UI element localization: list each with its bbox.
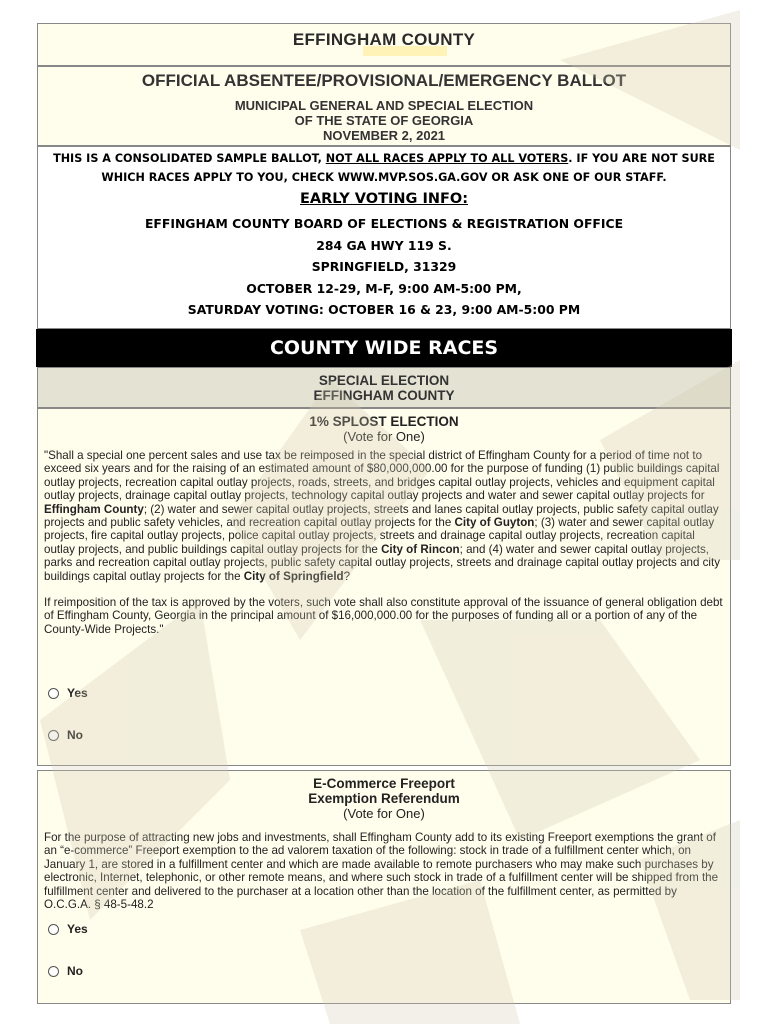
splost-option-no[interactable]: No [48, 728, 83, 742]
early-voting-title: EARLY VOTING INFO: [299, 191, 469, 207]
election-state: OF THE STATE OF GEORGIA [294, 113, 474, 128]
ecommerce-vote-for: (Vote for One) [343, 806, 425, 821]
notice-underlined: NOT ALL RACES APPLY TO ALL VOTERS [325, 152, 569, 165]
section-banner: COUNTY WIDE RACES [36, 329, 732, 367]
early-voting-info [37, 146, 731, 329]
special-election-line2: EFFINGHAM COUNTY [313, 388, 455, 403]
ecommerce-question: For the purpose of attracting new jobs and investments, shall Effingham County add to its existing Freeport exemptions the grant of an “e-commerce” Freeport exemption to the ad valorem taxation of the following: stock in trade of a fulfillment center which, on January 1, are stored in a fulfillment center and which are made available to remote purchasers who may make such purchases by electronic, Internet, telephonic, or other remote means, and where such stock in trade of a fulfillment center will be shipped from the fulfillment center and delivered to the purchaser at a location other than the location of the fulfillment center, as permitted by O.C.G.A. § 48-5-48.2 [44, 831, 719, 912]
ballot-title: OFFICIAL ABSENTEE/PROVISIONAL/EMERGENCY BALLOT [141, 71, 627, 90]
notice-text: THIS IS A CONSOLIDATED SAMPLE BALLOT, [53, 152, 326, 165]
sample-ballot-notice [44, 149, 724, 187]
radio-yes[interactable] [48, 924, 59, 935]
county-header [37, 23, 731, 66]
ecommerce-title-2: Exemption Referendum [308, 791, 460, 806]
radio-no[interactable] [48, 966, 59, 977]
ecommerce-option-yes[interactable]: Yes [48, 922, 88, 936]
special-election-header [37, 367, 731, 408]
notice-text-2: . IF YOU ARE NOT SURE WHICH RACES APPLY TO YOU, CHECK WWW.MVP.SOS.GA.GOV OR ASK ONE OF OUR STAFF. [101, 152, 715, 184]
splost-option-yes[interactable]: Yes [48, 686, 88, 700]
splost-title: 1% SPLOST ELECTION [309, 414, 459, 429]
weekday-hours: OCTOBER 12-29, M-F, 9:00 AM-5:00 PM, [246, 280, 522, 296]
splost-debt-text: If reimposition of the tax is approved by the voters, such vote shall also constitute approval of the issuance of general obligation debt of Effingham County, Georgia in the principal amount of $16,000,000.00 for the purposes of funding all or a portion of any of the County-Wide Projects." [44, 596, 723, 636]
radio-no[interactable] [48, 730, 59, 741]
ecommerce-option-no[interactable]: No [48, 964, 83, 978]
office-name: EFFINGHAM COUNTY BOARD OF ELECTIONS & REGISTRATION OFFICE [144, 216, 624, 231]
office-city: SPRINGFIELD, 31329 [311, 259, 457, 274]
splost-question: "Shall a special one percent sales and use tax be reimposed in the special district of Effingham County for a period of time not to exceed six years and for the raising of an estimated amount of $80,000,000.00 for the purpose of funding (1) public buildings capital outlay projects, recreation capital outlay projects, roads, streets, and bridges capital outlay projects, vehicles and equipment capital outlay projects, drainage capital outlay projects, technology capital outlay projects and water and sewer capital outlay projects for Effingham County; (2) water and sewer capital outlay projects, streets and lanes capital outlay projects, public safety capital outlay projects and public safety vehicles, and recreation capital outlay projects for the City of Guyton; (3) water and sewer capital outlay projects, fire capital outlay projects, police capital outlay projects, streets and drainage capital outlay projects, recreation capital outlay projects, and public buildings capital outlay projects for the City of Rincon; and (4) water and sewer capital outlay projects, parks and recreation capital outlay projects, public safety capital outlay projects, streets and drainage capital outlay projects and city buildings capital outlay projects for the City of Springfield? [44, 449, 721, 583]
radio-yes[interactable] [48, 688, 59, 699]
ecommerce-contest [37, 770, 731, 1004]
county-title: EFFINGHAM COUNTY [292, 30, 476, 49]
splost-contest [37, 408, 731, 766]
splost-vote-for: (Vote for One) [343, 429, 425, 444]
ballot-title-block [37, 66, 731, 146]
election-name: MUNICIPAL GENERAL AND SPECIAL ELECTION [234, 98, 534, 113]
ecommerce-title-1: E-Commerce Freeport [313, 776, 455, 791]
special-election-line1: SPECIAL ELECTION [318, 373, 450, 388]
office-address: 284 GA HWY 119 S. [316, 237, 452, 253]
election-date: NOVEMBER 2, 2021 [322, 128, 446, 143]
saturday-hours: SATURDAY VOTING: OCTOBER 16 & 23, 9:00 AM-5:00 PM [187, 302, 581, 317]
